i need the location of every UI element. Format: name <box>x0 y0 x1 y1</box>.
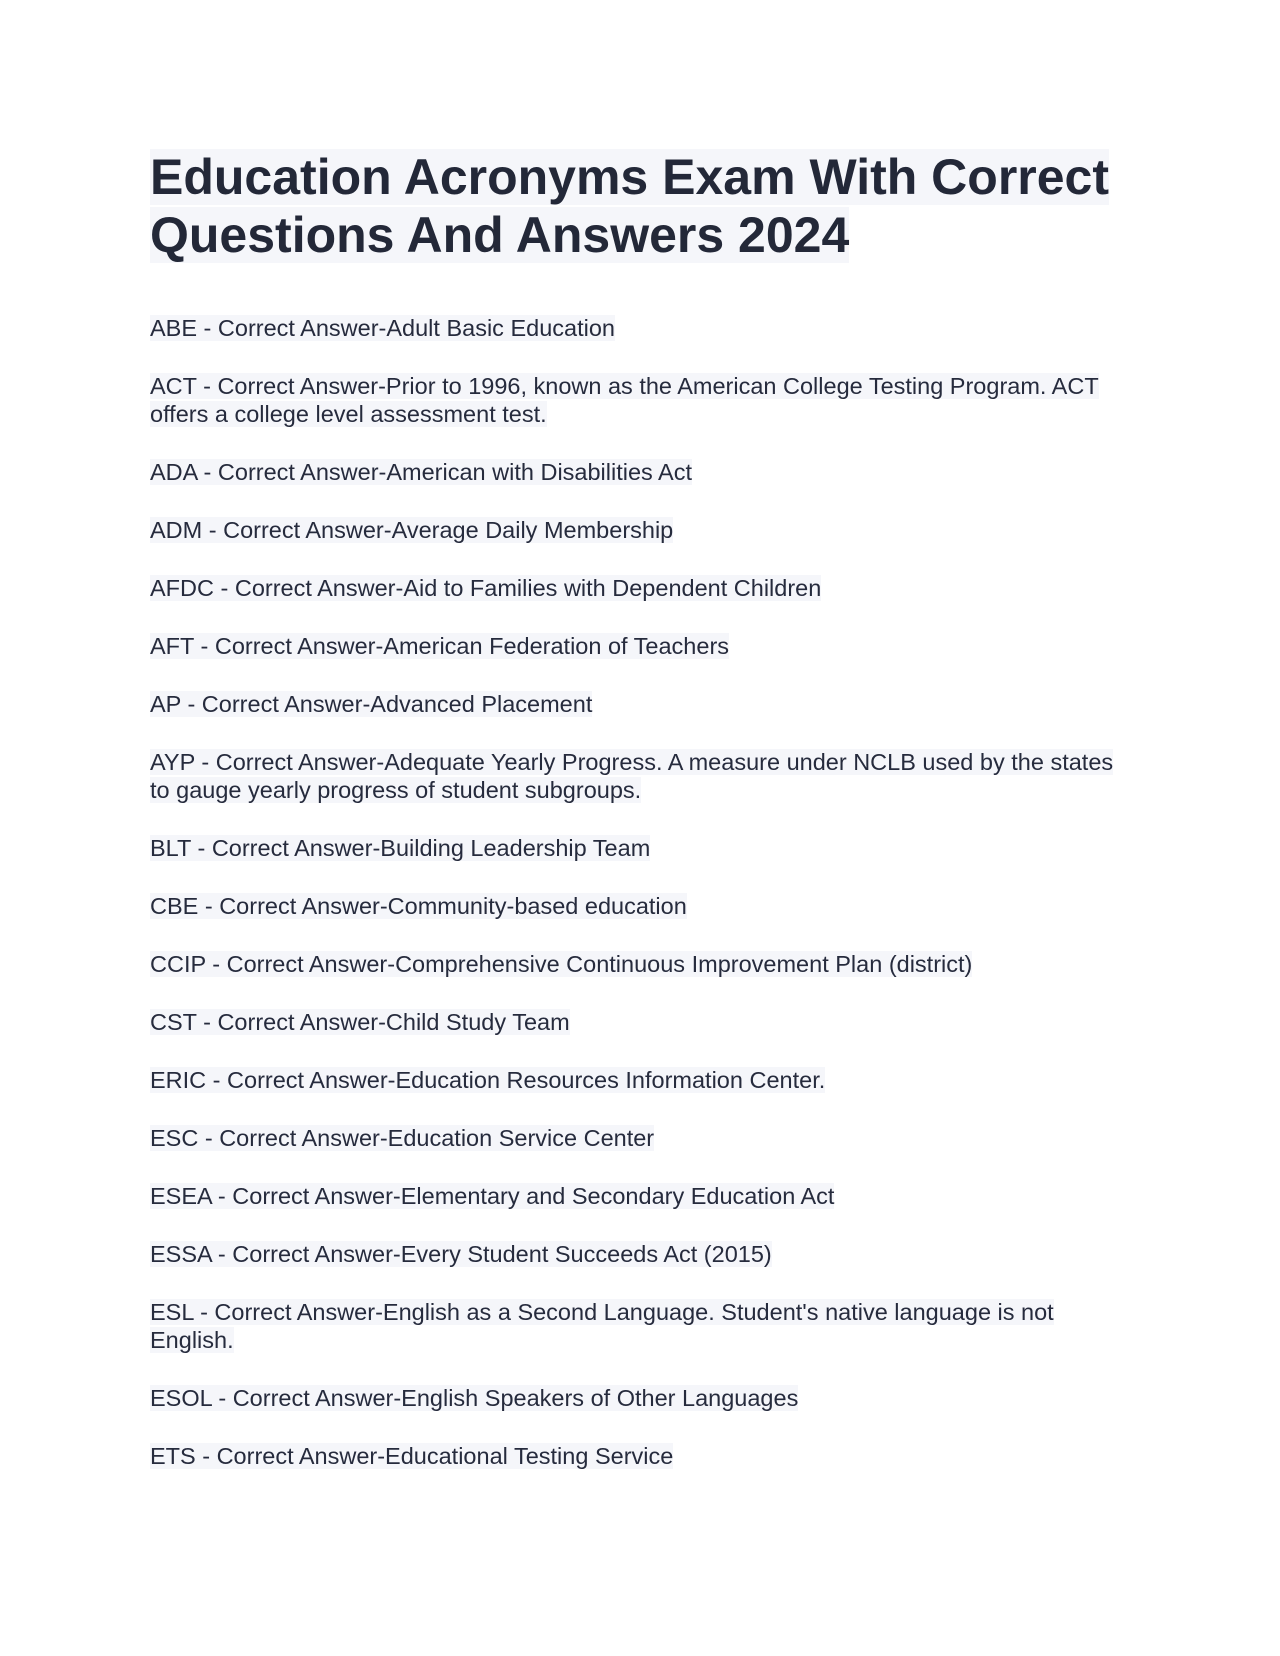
acronym-entry-text: ADA - Correct Answer-American with Disabilities Act <box>150 459 692 485</box>
acronym-list <box>150 314 1130 1470</box>
acronym-entry <box>150 1240 1130 1268</box>
acronym-entry <box>150 632 1130 660</box>
acronym-entry-text: ESEA - Correct Answer-Elementary and Secondary Education Act <box>150 1183 835 1209</box>
acronym-entry <box>150 516 1130 544</box>
acronym-entry <box>150 1066 1130 1094</box>
acronym-entry-text: ERIC - Correct Answer-Education Resources Information Center. <box>150 1067 826 1093</box>
acronym-entry-text: ESL - Correct Answer-English as a Second Language. Student's native language is not English. <box>150 1299 1054 1353</box>
acronym-entry <box>150 950 1130 978</box>
acronym-entry <box>150 1124 1130 1152</box>
acronym-entry <box>150 690 1130 718</box>
acronym-entry-text: ESSA - Correct Answer-Every Student Succeeds Act (2015) <box>150 1241 772 1267</box>
acronym-entry <box>150 372 1130 428</box>
acronym-entry-text: ETS - Correct Answer-Educational Testing Service <box>150 1443 674 1469</box>
acronym-entry-text: ACT - Correct Answer-Prior to 1996, known as the American College Testing Program. ACT offers a college level assessment test. <box>150 373 1099 427</box>
acronym-entry <box>150 748 1130 804</box>
acronym-entry-text: AP - Correct Answer-Advanced Placement <box>150 691 593 717</box>
document-title <box>150 148 1130 264</box>
acronym-entry-text: ESOL - Correct Answer-English Speakers of Other Languages <box>150 1385 799 1411</box>
document-title-text: Education Acronyms Exam With Correct Questions And Answers 2024 <box>150 149 1110 263</box>
acronym-entry-text: AFDC - Correct Answer-Aid to Families with Dependent Children <box>150 575 822 601</box>
acronym-entry-text: ABE - Correct Answer-Adult Basic Education <box>150 315 615 341</box>
acronym-entry <box>150 458 1130 486</box>
acronym-entry-text: CBE - Correct Answer-Community-based education <box>150 893 687 919</box>
acronym-entry-text: BLT - Correct Answer-Building Leadership Team <box>150 835 651 861</box>
acronym-entry-text: CCIP - Correct Answer-Comprehensive Continuous Improvement Plan (district) <box>150 951 973 977</box>
acronym-entry <box>150 1298 1130 1354</box>
acronym-entry <box>150 574 1130 602</box>
acronym-entry-text: ADM - Correct Answer-Average Daily Membership <box>150 517 674 543</box>
acronym-entry <box>150 892 1130 920</box>
acronym-entry <box>150 834 1130 862</box>
acronym-entry <box>150 1384 1130 1412</box>
acronym-entry-text: AYP - Correct Answer-Adequate Yearly Progress. A measure under NCLB used by the states to gauge yearly progress of student subgroups. <box>150 749 1114 803</box>
acronym-entry-text: CST - Correct Answer-Child Study Team <box>150 1009 570 1035</box>
acronym-entry-text: ESC - Correct Answer-Education Service Center <box>150 1125 655 1151</box>
acronym-entry <box>150 1008 1130 1036</box>
acronym-entry <box>150 1442 1130 1470</box>
acronym-entry <box>150 1182 1130 1210</box>
document-page <box>150 148 1130 1500</box>
acronym-entry-text: AFT - Correct Answer-American Federation of Teachers <box>150 633 730 659</box>
acronym-entry <box>150 314 1130 342</box>
